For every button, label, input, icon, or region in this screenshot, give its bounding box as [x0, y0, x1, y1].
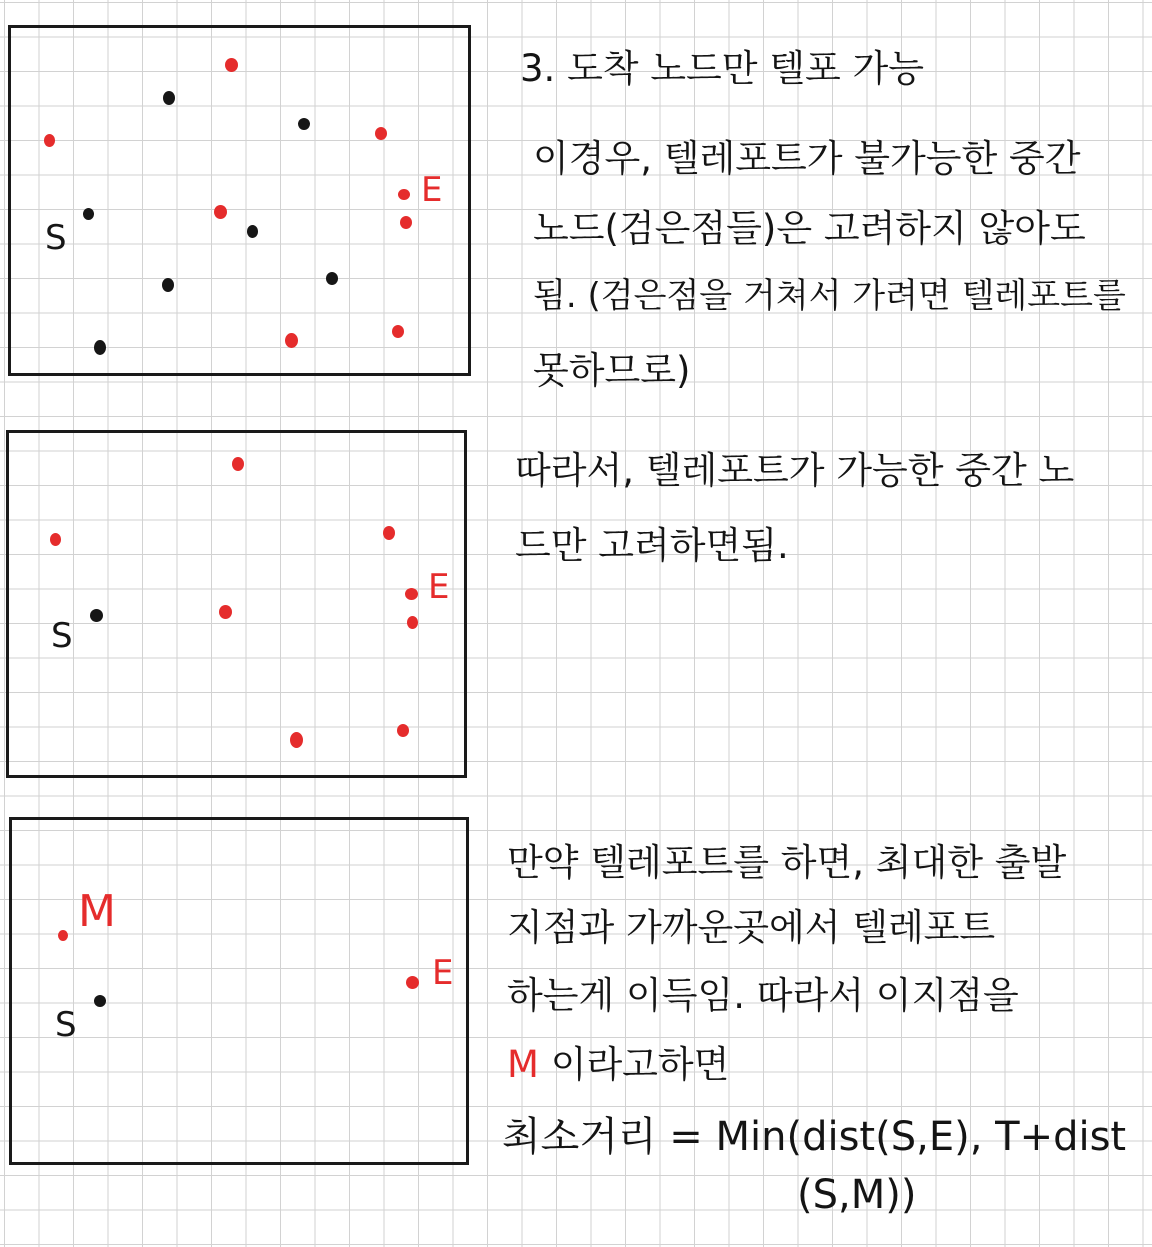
red-node	[50, 533, 61, 546]
red-node	[375, 127, 387, 140]
end-node	[406, 976, 419, 989]
note-1-line-1: 이경우, 텔레포트가 불가능한 중간	[533, 137, 1081, 180]
red-node	[392, 325, 404, 338]
note-3-line-2: 지점과 가까운곳에서 텔레포트	[507, 906, 996, 949]
red-node	[219, 605, 232, 619]
formula: 최소거리 = Min(dist(S,E), T+dist	[502, 1114, 1127, 1160]
start-node	[83, 208, 94, 220]
end-label: E	[428, 567, 450, 607]
red-node	[290, 732, 303, 748]
end-label: E	[421, 170, 443, 210]
start-label: S	[45, 218, 67, 258]
black-node	[163, 91, 175, 105]
red-node	[383, 526, 395, 540]
note-3-line-3: 하는게 이득임. 따라서 이지점을	[507, 974, 1019, 1017]
note-3-line-1: 만약 텔레포트를 하면, 최대한 출발	[507, 841, 1067, 884]
start-label: S	[51, 616, 73, 656]
end-node	[405, 588, 418, 600]
black-node	[247, 225, 258, 238]
end-node	[398, 189, 410, 200]
black-node	[326, 272, 338, 285]
mid-node	[58, 930, 68, 941]
note-3-line-4-text: 이라고하면	[538, 1043, 730, 1086]
diagram-panel-2	[6, 430, 467, 778]
black-node	[94, 340, 106, 355]
black-node	[162, 278, 174, 292]
end-label: E	[432, 953, 454, 993]
formula-continuation: (S,M))	[797, 1172, 917, 1218]
red-node	[400, 216, 412, 229]
note-3-line-4	[507, 1034, 729, 1088]
start-label: S	[55, 1005, 77, 1045]
start-node	[90, 609, 103, 622]
mid-label: M	[78, 886, 116, 937]
red-node	[44, 134, 55, 147]
red-node	[214, 205, 227, 219]
note-1-line-2: 노드(검은점들)은 고려하지 않아도	[533, 207, 1086, 250]
start-node	[94, 995, 106, 1007]
red-node	[232, 457, 244, 471]
note-2-line-1: 따라서, 텔레포트가 가능한 중간 노	[515, 449, 1075, 492]
black-node	[298, 118, 310, 130]
note-1-line-3: 됨. (검은점을 거쳐서 가려면 텔레포트를	[533, 276, 1126, 316]
m-symbol: M	[507, 1043, 539, 1086]
red-node	[285, 333, 298, 348]
red-node	[225, 58, 238, 72]
note-2-line-2: 드만 고려하면됨.	[515, 524, 789, 567]
note-1-line-4: 못하므로)	[533, 349, 691, 392]
note-1-title: 3. 도착 노드만 텔포 가능	[520, 47, 925, 90]
diagram-panel-3	[9, 817, 469, 1165]
red-node	[397, 724, 409, 737]
red-node	[407, 616, 418, 629]
diagram-panel-1	[8, 25, 471, 376]
